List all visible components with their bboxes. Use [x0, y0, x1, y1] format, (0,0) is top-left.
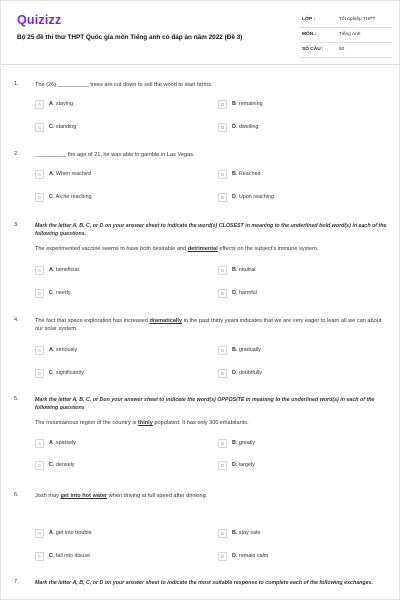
option-letter-box: B	[218, 170, 227, 179]
option-letter-box: B	[218, 529, 227, 538]
option-text: standing	[55, 124, 77, 130]
option-b[interactable]: B B. Reached	[218, 170, 368, 180]
option-d[interactable]: D D. doubtfully	[218, 369, 368, 379]
option-letter-box: B	[218, 346, 227, 355]
option-text: When reached	[55, 171, 91, 177]
option-letter: D	[232, 124, 236, 130]
option-letter: B	[232, 347, 236, 353]
option-letter: B	[232, 530, 236, 536]
option-letter: A	[49, 347, 53, 353]
meta-row-subject	[300, 28, 392, 43]
option-text: stay safe	[238, 530, 261, 536]
option-letter-box: B	[218, 100, 227, 109]
option-text: As he reaching	[55, 194, 92, 200]
meta-label: MÔN :	[302, 32, 317, 37]
option-letter: A	[49, 171, 53, 177]
option-c[interactable]: C C. significantly	[35, 369, 185, 379]
question-text: The experimented vaccine seems to have both desirable and detrimental effects on the subject's immune system.	[35, 246, 319, 252]
option-text: get into trouble	[55, 530, 92, 536]
underlined-keyword: dramatically	[149, 318, 183, 324]
option-letter-box: C	[35, 289, 44, 298]
option-d[interactable]: D D. dwelling	[218, 123, 368, 133]
option-d[interactable]: D D. harmful	[218, 289, 368, 299]
question-number: 2.	[14, 151, 19, 157]
option-b[interactable]: B B. remaining	[218, 100, 368, 110]
option-d[interactable]: D D. largely	[218, 461, 368, 471]
quizizz-logo: Quizizz	[17, 13, 62, 27]
option-text: dwelling	[238, 124, 259, 130]
option-c[interactable]: C C. densely	[35, 461, 185, 471]
option-letter: B	[232, 440, 236, 446]
option-letter-box: D	[218, 289, 227, 298]
option-letter: B	[232, 267, 236, 273]
option-c[interactable]: C C. As he reaching	[35, 193, 185, 203]
page-title: Bộ 25 đề thi thử THPT Quốc gia môn Tiếng anh có đáp án năm 2022 (Đề 3)	[17, 34, 243, 41]
option-letter-box: A	[35, 529, 44, 538]
question-text: The (26) __________ trees are cut down to sell the wood to start farms.	[35, 82, 213, 88]
option-text: needy	[55, 290, 71, 296]
option-letter: A	[49, 530, 53, 536]
underlined-keyword: detrimental	[187, 246, 218, 252]
question-instruction: Mark the letter A, B, C, or Don your answer sheet to indicate the word(s) OPPOSITE in meaning to the underlined word(s) in each of the following questions	[35, 397, 375, 411]
option-letter-box: A	[35, 170, 44, 179]
option-letter-box: D	[218, 369, 227, 378]
option-letter: D	[232, 553, 236, 559]
question-text: Josh may get into hot water when driving at full speed after drinking.	[35, 493, 208, 499]
option-b[interactable]: B B. gradually	[218, 346, 368, 356]
option-letter: A	[49, 267, 53, 273]
option-letter-box: C	[35, 193, 44, 202]
question-text: The fact that space exploration has increased dramatically in the past thirty years indicates that we are very eager to learn all we can about our solar system.	[35, 318, 382, 332]
option-letter-box: C	[35, 461, 44, 470]
option-letter-box: B	[218, 439, 227, 448]
option-d[interactable]: D D. remain calm	[218, 552, 368, 562]
option-c[interactable]: C C. needy	[35, 289, 185, 299]
option-text: seriously	[55, 347, 78, 353]
option-letter: C	[49, 462, 53, 468]
option-letter-box: D	[218, 552, 227, 561]
option-letter: C	[49, 290, 53, 296]
option-letter: D	[232, 194, 236, 200]
option-letter-box: D	[218, 461, 227, 470]
meta-value: Tiếng Anh	[339, 32, 361, 37]
option-letter-box: C	[35, 123, 44, 132]
meta-value: Tốt nghiệp THPT	[339, 17, 376, 22]
meta-label: SỐ CÂU :	[302, 47, 324, 52]
option-a[interactable]: A A. seriously	[35, 346, 185, 356]
question-text: __________ the age of 21, he was able to gamble in Las Vegas.	[35, 152, 195, 158]
option-letter-box: B	[218, 266, 227, 275]
question-number: 4.	[14, 317, 19, 323]
option-b[interactable]: B B. neutral	[218, 266, 368, 276]
option-b[interactable]: B B. stay safe	[218, 529, 368, 539]
worksheet-header	[1, 1, 400, 65]
meta-table	[300, 13, 392, 58]
option-letter-box: C	[35, 552, 44, 561]
underlined-keyword: get into hot water	[60, 493, 108, 499]
option-text: Reached	[238, 171, 261, 177]
option-a[interactable]: A A. When reached	[35, 170, 185, 180]
option-text: largely	[238, 462, 255, 468]
option-text: significantly	[55, 370, 84, 376]
option-letter-box: C	[35, 369, 44, 378]
question-number: 7.	[14, 579, 19, 585]
option-letter: B	[232, 101, 236, 107]
question-number: 6.	[14, 492, 19, 498]
option-letter: B	[232, 171, 236, 177]
meta-row-count	[300, 43, 392, 58]
meta-value: 50	[339, 47, 345, 52]
option-letter: D	[232, 290, 236, 296]
option-text: remain calm	[238, 553, 269, 559]
option-letter: C	[49, 370, 53, 376]
option-text: neutral	[238, 267, 256, 273]
option-c[interactable]: C C. standing	[35, 123, 185, 133]
option-text: beneficial	[55, 267, 79, 273]
question-instruction: Mark the letter A, B, C, or D on your answer sheet to indicate the most suitable response to complete each of the following exchanges.	[35, 580, 373, 586]
option-text: gradually	[238, 347, 261, 353]
option-letter-box: A	[35, 439, 44, 448]
option-text: fall into disuse	[55, 553, 91, 559]
option-text: greatly	[238, 440, 256, 446]
option-a[interactable]: A A. get into trouble	[35, 529, 185, 539]
option-d[interactable]: D D. Upon reaching	[218, 193, 368, 203]
option-a[interactable]: A A. staying	[35, 100, 185, 110]
option-a[interactable]: A A. sparsely	[35, 439, 185, 449]
option-letter-box: A	[35, 346, 44, 355]
option-text: remaining	[238, 101, 263, 107]
option-letter: D	[232, 370, 236, 376]
option-text: staying	[55, 101, 73, 107]
question-instruction: Mark the letter A, B, C, or D on your answer sheet to indicate the word(s) CLOSEST in meaning to the underlined bold word(s) in each of the following questions.	[35, 223, 387, 237]
option-text: Upon reaching	[238, 194, 274, 200]
option-letter: A	[49, 440, 53, 446]
option-text: densely	[55, 462, 75, 468]
question-text: The mountainous region of the country is thinly populated. It has only 300 inhabitants.	[35, 420, 249, 426]
option-text: sparsely	[55, 440, 76, 446]
option-letter: D	[232, 462, 236, 468]
option-text: doubtfully	[238, 370, 262, 376]
underlined-keyword: thinly	[137, 420, 153, 426]
question-number: 1.	[14, 81, 19, 87]
question-number: 3.	[14, 222, 19, 228]
option-a[interactable]: A A. beneficial	[35, 266, 185, 276]
option-letter: C	[49, 194, 53, 200]
meta-label: LỚP :	[302, 17, 316, 22]
option-letter-box: D	[218, 123, 227, 132]
option-letter: C	[49, 124, 53, 130]
option-letter-box: A	[35, 266, 44, 275]
question-number: 5.	[14, 396, 19, 402]
option-letter: A	[49, 101, 53, 107]
option-letter-box: D	[218, 193, 227, 202]
meta-row-class	[300, 13, 392, 28]
option-b[interactable]: B B. greatly	[218, 439, 368, 449]
option-letter-box: A	[35, 100, 44, 109]
option-letter: C	[49, 553, 53, 559]
option-c[interactable]: C C. fall into disuse	[35, 552, 185, 562]
option-text: harmful	[238, 290, 257, 296]
